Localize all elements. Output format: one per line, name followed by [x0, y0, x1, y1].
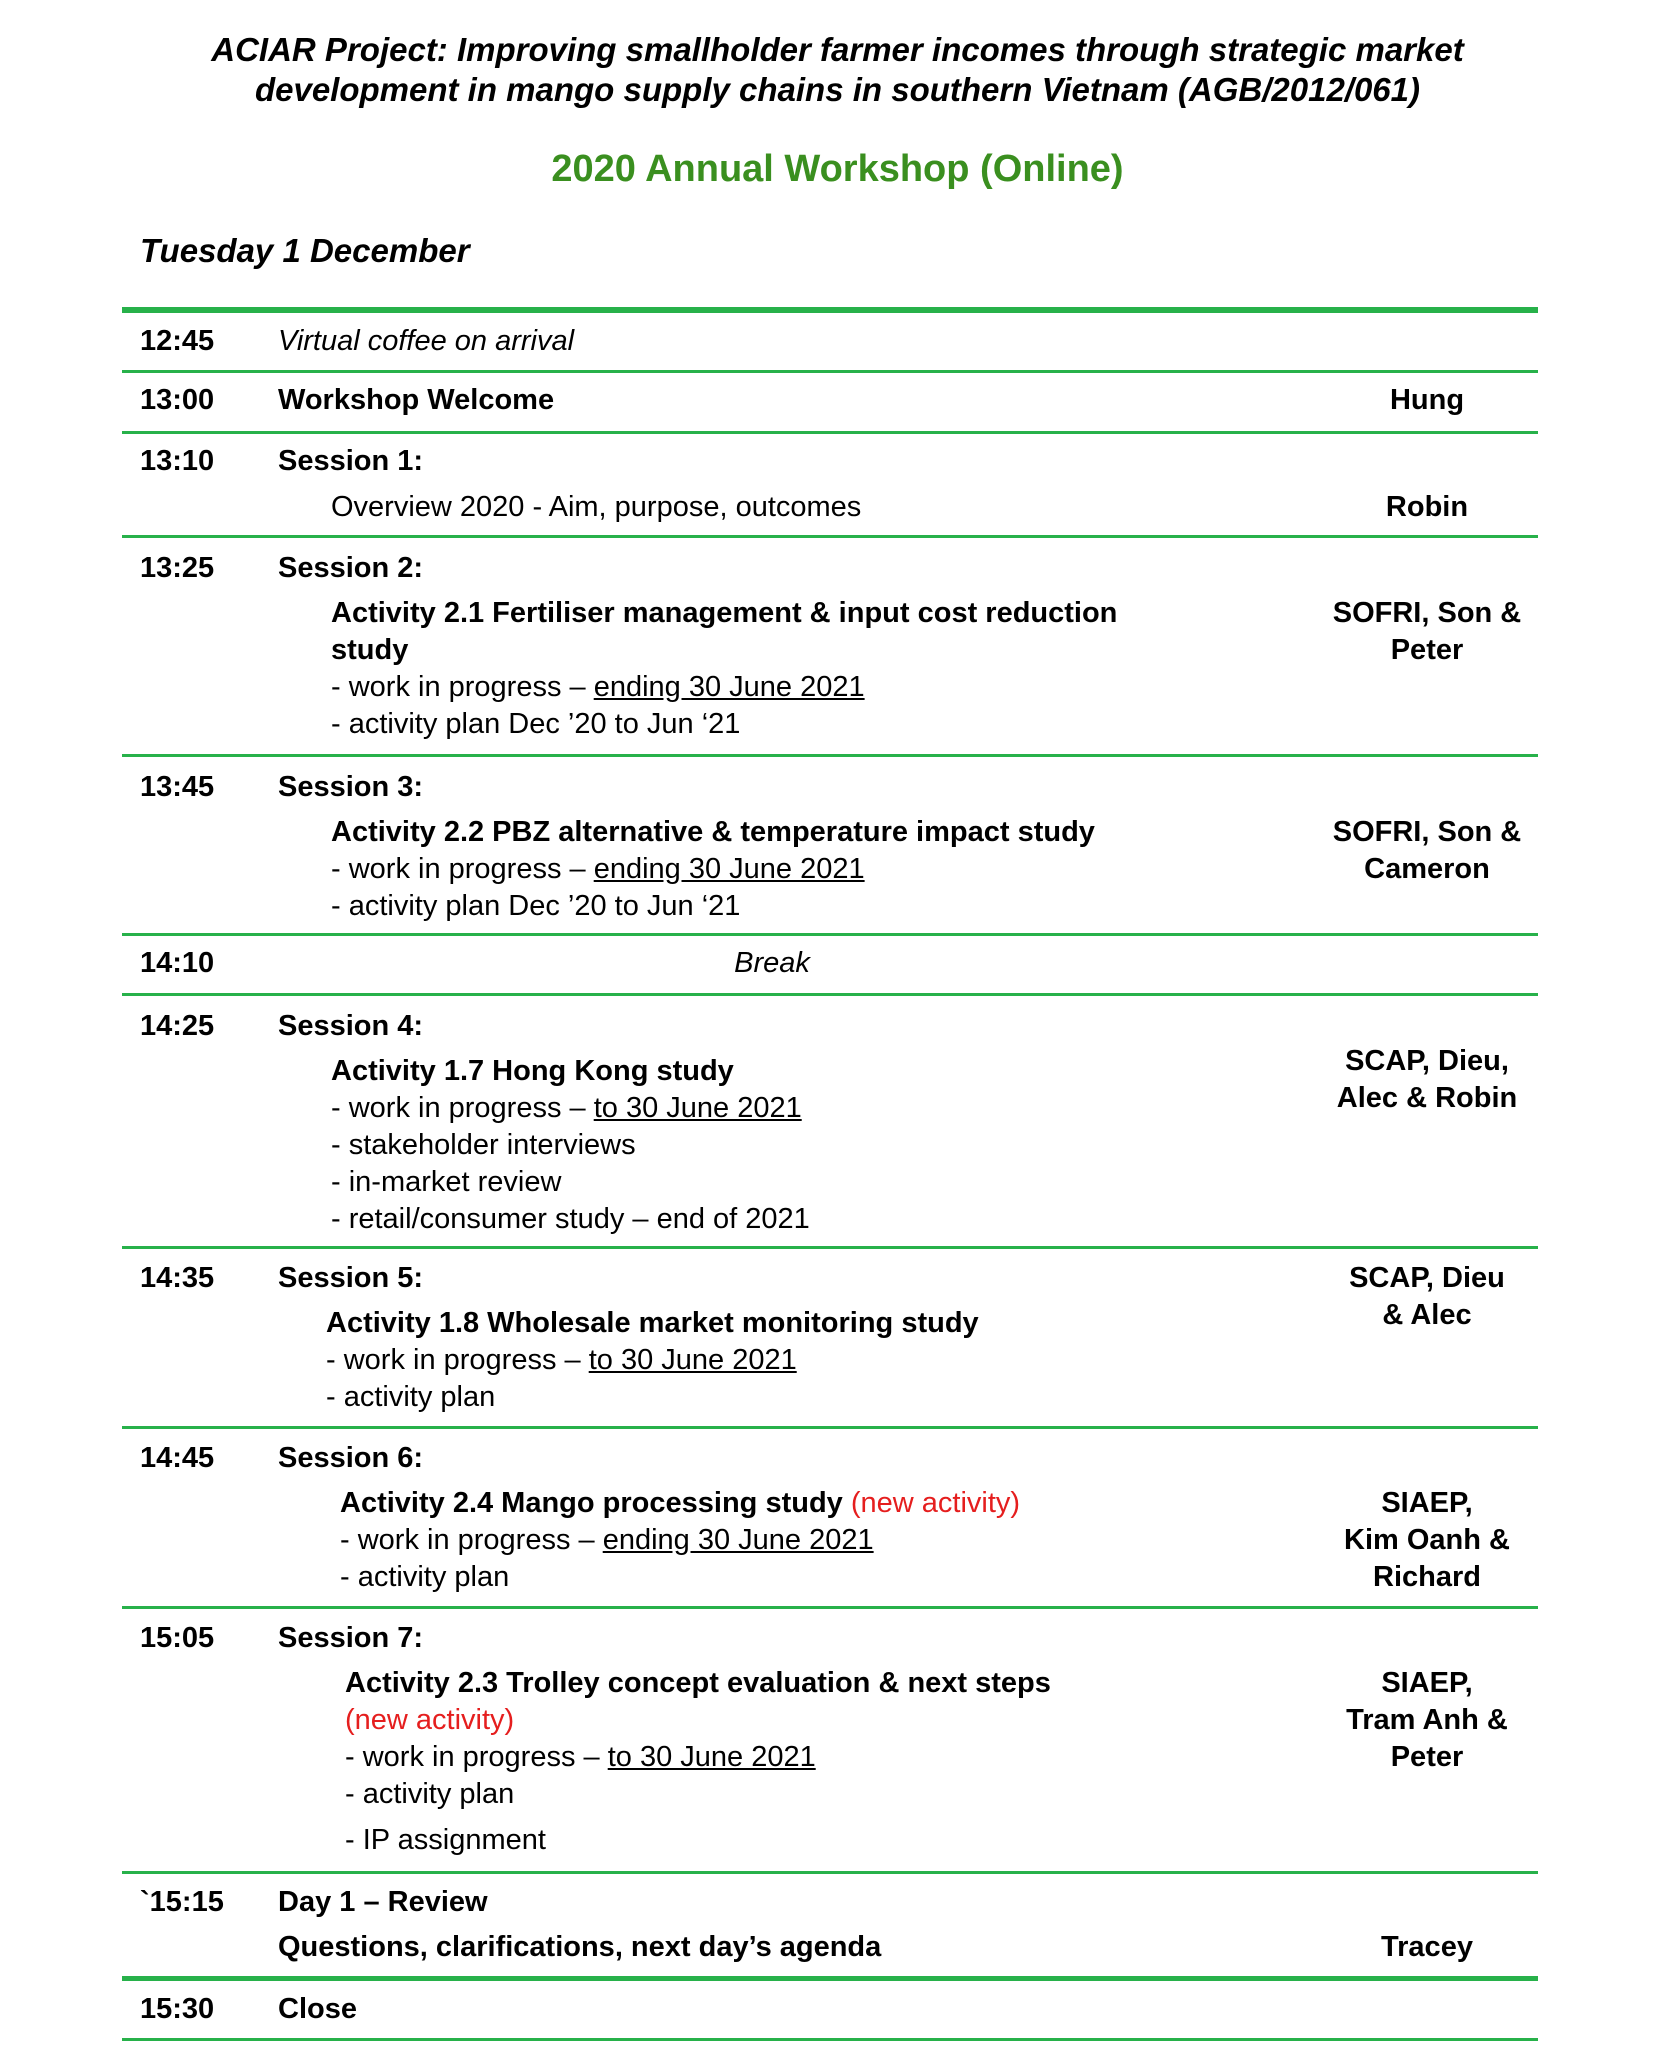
activity-plan: - activity plan	[345, 1778, 515, 1810]
agenda-item-title: Session 1:	[278, 445, 424, 477]
agenda-row	[122, 1609, 1538, 1874]
ip-assignment: - IP assignment	[345, 1824, 546, 1856]
presenter: SCAP, Dieu, Alec & Robin	[1336, 1045, 1518, 1114]
activity-title: Activity 2.4 Mango processing study	[340, 1487, 843, 1519]
agenda-item-title: Close	[278, 1993, 357, 2025]
agenda-item-title: Session 4:	[278, 1010, 424, 1042]
agenda-row	[122, 936, 1538, 996]
activity-item: - retail/consumer study – end of 2021	[331, 1203, 810, 1235]
agenda-time: 14:10	[140, 947, 215, 979]
agenda-item-title: Workshop Welcome	[278, 384, 555, 416]
day-heading: Tuesday 1 December	[140, 232, 470, 269]
agenda-row	[122, 313, 1538, 373]
agenda-time: 13:25	[140, 552, 215, 584]
agenda-row	[122, 538, 1538, 757]
workshop-title: 2020 Annual Workshop (Online)	[551, 148, 1124, 190]
work-in-progress: - work in progress – to 30 June 2021	[345, 1741, 816, 1773]
presenter: Robin	[1385, 491, 1469, 523]
agenda-row	[122, 996, 1538, 1249]
end-date: ending 30 June 2021	[602, 1524, 874, 1556]
project-title	[0, 30, 1675, 110]
agenda-time: 12:45	[140, 325, 215, 357]
agenda-row	[122, 1249, 1538, 1429]
work-in-progress: - work in progress – ending 30 June 2021	[331, 853, 865, 885]
agenda-time: 14:35	[140, 1262, 215, 1294]
agenda-item-title: Session 3:	[278, 771, 424, 803]
agenda-row	[122, 1429, 1538, 1609]
agenda-table	[122, 307, 1538, 2041]
end-date: ending 30 June 2021	[593, 671, 865, 703]
new-activity-tag: (new activity)	[345, 1704, 515, 1736]
activity-title-line	[340, 1485, 1020, 1522]
agenda-row	[122, 373, 1538, 434]
activity-title: Activity 2.3 Trolley concept evaluation & next steps	[345, 1667, 1051, 1699]
presenter: SOFRI, Son & Peter	[1332, 597, 1522, 666]
activity-plan: - activity plan Dec ’20 to Jun ‘21	[331, 890, 741, 922]
activity-plan: - activity plan	[326, 1381, 496, 1413]
presenter: Tracey	[1381, 1931, 1473, 1963]
activity-block	[345, 1665, 1051, 1859]
end-date: to 30 June 2021	[607, 1741, 816, 1773]
end-date: ending 30 June 2021	[593, 853, 865, 885]
work-in-progress: - work in progress – to 30 June 2021	[331, 1092, 802, 1124]
project-title-line-2: development in mango supply chains in southern Vietnam (AGB/2012/061)	[254, 71, 1421, 108]
agenda-item-title: Session 7:	[278, 1622, 424, 1654]
presenter: SOFRI, Son & Cameron	[1332, 816, 1522, 885]
agenda-time: 13:00	[140, 384, 215, 416]
activity-title: Activity 1.8 Wholesale market monitoring study	[326, 1307, 979, 1339]
agenda-time: 13:45	[140, 771, 215, 803]
activity-block	[331, 1053, 810, 1238]
new-activity-tag: (new activity)	[850, 1487, 1021, 1519]
agenda-time: 15:30	[140, 1993, 215, 2025]
activity-title: Activity 1.7 Hong Kong study	[331, 1055, 734, 1087]
agenda-time: 14:25	[140, 1010, 215, 1042]
agenda-row	[122, 434, 1538, 538]
activity-plan: - activity plan Dec ’20 to Jun ‘21	[331, 708, 741, 740]
agenda-item-title: Session 5:	[278, 1262, 424, 1294]
work-in-progress: - work in progress – ending 30 June 2021	[340, 1524, 874, 1556]
activity-title: Activity 2.1 Fertiliser management & input cost reduction	[331, 597, 1118, 629]
agenda-row	[122, 757, 1538, 936]
activity-block	[340, 1485, 1020, 1596]
agenda-time: `15:15	[140, 1886, 224, 1918]
end-date: to 30 June 2021	[593, 1092, 802, 1124]
activity-block	[331, 814, 1095, 925]
activity-title: Activity 2.2 PBZ alternative & temperature impact study	[331, 816, 1095, 848]
presenter: SIAEP, Tram Anh & Peter	[1346, 1667, 1508, 1773]
session-detail: Overview 2020 - Aim, purpose, outcomes	[331, 491, 862, 523]
presenter: Hung	[1389, 384, 1465, 416]
agenda-item-title: Session 6:	[278, 1442, 424, 1474]
end-date: to 30 June 2021	[588, 1344, 797, 1376]
agenda-item-title: Day 1 – Review	[278, 1886, 488, 1918]
activity-block	[331, 595, 1117, 743]
work-in-progress: - work in progress – ending 30 June 2021	[331, 671, 865, 703]
activity-title-cont: study	[331, 634, 409, 666]
activity-item: - in-market review	[331, 1166, 562, 1198]
agenda-time: 15:05	[140, 1622, 215, 1654]
activity-block	[326, 1305, 979, 1416]
break-label: Break	[734, 947, 810, 979]
presenter: SCAP, Dieu & Alec	[1349, 1262, 1505, 1331]
agenda-row	[122, 1981, 1538, 2041]
agenda-row	[122, 1874, 1538, 1981]
review-detail: Questions, clarifications, next day’s agenda	[278, 1931, 882, 1963]
presenter: SIAEP, Kim Oanh & Richard	[1344, 1487, 1510, 1593]
agenda-item-title: Virtual coffee on arrival	[278, 325, 575, 357]
activity-plan: - activity plan	[340, 1561, 510, 1593]
agenda-time: 13:10	[140, 445, 215, 477]
agenda-time: 14:45	[140, 1442, 215, 1474]
activity-item: - stakeholder interviews	[331, 1129, 636, 1161]
work-in-progress: - work in progress – to 30 June 2021	[326, 1344, 797, 1376]
project-title-line-1: ACIAR Project: Improving smallholder farmer incomes through strategic market	[211, 31, 1464, 68]
agenda-item-title: Session 2:	[278, 552, 424, 584]
